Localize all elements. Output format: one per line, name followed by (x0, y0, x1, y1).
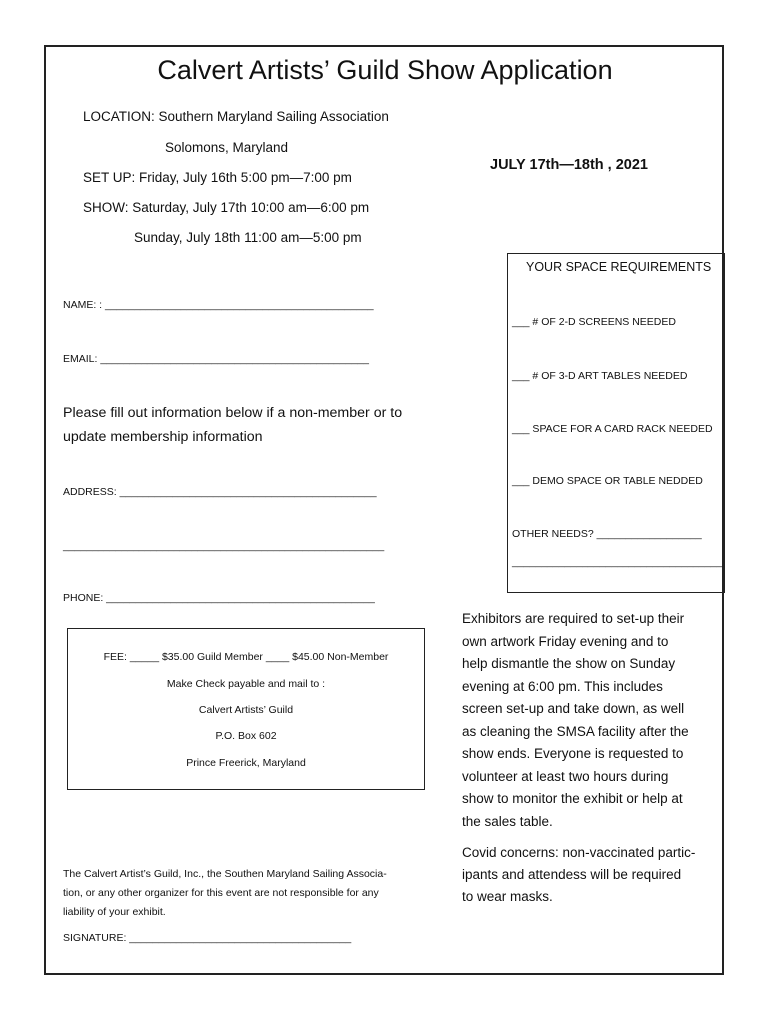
exhibitors-line-5: screen set-up and take down, as well (462, 701, 685, 716)
covid-line-1: Covid concerns: non-vaccinated partic- (462, 845, 696, 860)
show-dates: JULY 17th—18th , 2021 (490, 157, 648, 173)
email-field[interactable]: EMAIL: ______________________________________________ (63, 353, 369, 365)
page-title: Calvert Artists’ Guild Show Application (157, 55, 613, 85)
mailing-city: Prince Freerick, Maryland (186, 757, 306, 769)
exhibitors-line-9: show to monitor the exhibit or help at (462, 791, 683, 806)
address-field-line-2[interactable]: _______________________________________________________ (63, 540, 385, 552)
show-sunday: Sunday, July 18th 11:00 am—5:00 pm (134, 230, 362, 245)
member-note-line-1: Please fill out information below if a non-member or to (63, 405, 403, 421)
space-requirements-heading: YOUR SPACE REQUIREMENTS (526, 260, 712, 274)
fee-options[interactable]: FEE: _____ $35.00 Guild Member ____ $45.00 Non-Member (103, 651, 389, 663)
name-field[interactable]: NAME: : ______________________________________________ (63, 299, 374, 311)
setup-time: SET UP: Friday, July 16th 5:00 pm—7:00 pm (83, 170, 352, 185)
location-line: LOCATION: Southern Maryland Sailing Association (83, 109, 389, 124)
disclaimer-line-1: The Calvert Artist’s Guild, Inc., the Southen Maryland Sailing Associa- (63, 868, 387, 880)
exhibitors-line-7: show ends. Everyone is requested to (462, 746, 684, 761)
space-item-card-rack[interactable]: ___ SPACE FOR A CARD RACK NEEDED (512, 423, 713, 435)
other-needs-line-2[interactable]: ____________________________________ (512, 556, 723, 568)
disclaimer-line-3: liability of your exhibit. (63, 906, 166, 918)
covid-line-3: to wear masks. (462, 889, 553, 904)
address-field[interactable]: ADDRESS: ____________________________________________ (63, 486, 377, 498)
exhibitors-line-2: own artwork Friday evening and to (462, 634, 669, 649)
signature-field[interactable]: SIGNATURE: ______________________________________ (63, 932, 352, 944)
member-note-line-2: update membership information (63, 429, 263, 445)
disclaimer-line-2: tion, or any other organizer for this event are not responsible for any (63, 887, 379, 899)
space-item-3d-tables[interactable]: ___ # OF 3-D ART TABLES NEEDED (512, 370, 688, 382)
space-item-demo-space[interactable]: ___ DEMO SPACE OR TABLE NEDDED (512, 475, 703, 487)
check-instructions: Make Check payable and mail to : (166, 678, 326, 690)
location-city: Solomons, Maryland (165, 140, 289, 155)
show-saturday: SHOW: Saturday, July 17th 10:00 am—6:00 pm (83, 200, 370, 215)
phone-field[interactable]: PHONE: ______________________________________________ (63, 592, 375, 604)
exhibitors-line-1: Exhibitors are required to set-up their (462, 611, 685, 626)
space-item-2d-screens[interactable]: ___ # OF 2-D SCREENS NEEDED (512, 316, 676, 328)
covid-line-2: ipants and attendess will be required (462, 867, 682, 882)
exhibitors-line-3: help dismantle the show on Sunday (462, 656, 676, 671)
exhibitors-line-4: evening at 6:00 pm. This includes (462, 679, 663, 694)
exhibitors-line-6: as cleaning the SMSA facility after the (462, 724, 689, 739)
other-needs-field[interactable]: OTHER NEEDS? __________________ (512, 528, 702, 540)
check-payee: Calvert Artists’ Guild (198, 704, 294, 716)
mailing-po-box: P.O. Box 602 (215, 730, 277, 742)
exhibitors-line-8: volunteer at least two hours during (462, 769, 669, 784)
exhibitors-line-10: the sales table. (462, 814, 553, 829)
